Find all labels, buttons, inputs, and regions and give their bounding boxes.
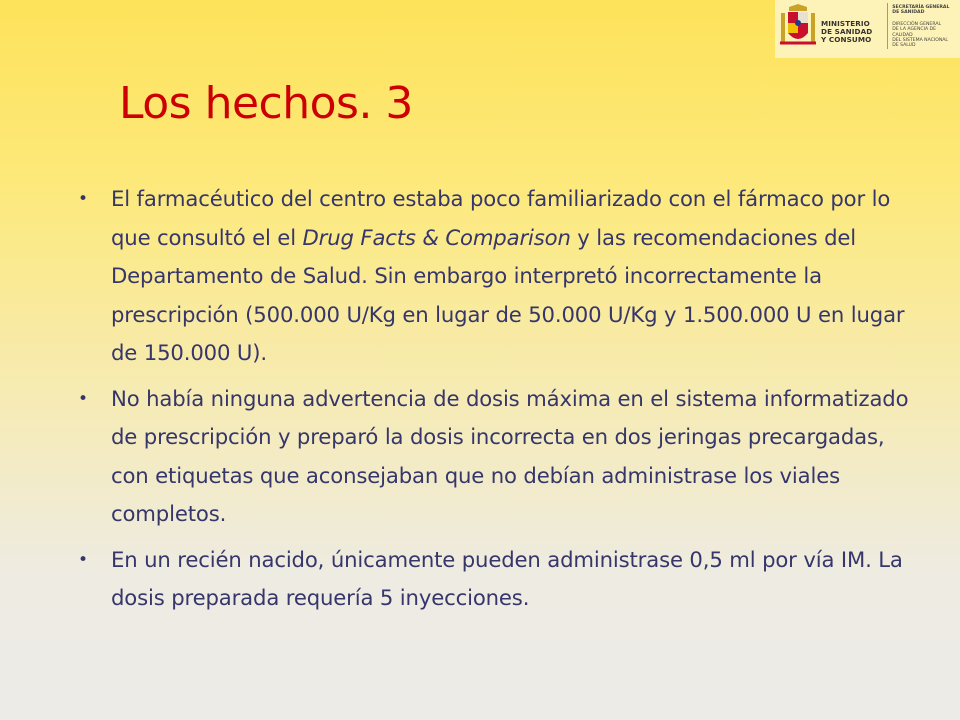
ministry-line: Y CONSUMO xyxy=(821,35,872,44)
direccion-label xyxy=(892,22,956,49)
department-names xyxy=(887,3,956,49)
ministry-line: MINISTERIO xyxy=(821,19,870,28)
dir-line: DE SALUD xyxy=(892,43,916,49)
ministry-line: DE SANIDAD xyxy=(821,27,873,36)
bullet-list xyxy=(72,180,912,625)
dir-line: DIRECCIÓN GENERAL xyxy=(892,21,942,27)
bullet-icon: • xyxy=(78,388,88,409)
slide-title: Los hechos. 3 xyxy=(119,78,413,129)
bullet-text: y las recomendaciones del Departamento de Salud. Sin embargo interpretó incorrectamente la prescripción (500.000 U/Kg en lugar de 50.000 U/Kg y 1.500.000 U en lugar de 150.000 U). xyxy=(111,224,905,365)
dir-line: DE LA AGENCIA DE CALIDAD xyxy=(892,27,936,38)
ministry-name xyxy=(821,20,872,44)
bullet-item xyxy=(72,180,912,373)
ministry-logo xyxy=(775,0,960,58)
dir-line: DEL SISTEMA NACIONAL xyxy=(892,38,948,44)
sec-line: SECRETARÍA GENERAL xyxy=(892,5,950,10)
bullet-item xyxy=(72,541,912,618)
bullet-icon: • xyxy=(78,549,88,570)
publication-title: Drug Facts & Comparison xyxy=(302,224,571,250)
bullet-text: El farmacéutico del centro estaba poco familiarizado con el fármaco por lo que consultó el el xyxy=(111,186,891,250)
bullet-text: En un recién nacido, únicamente pueden administrase 0,5 ml por vía IM. La dosis preparada requería 5 inyecciones. xyxy=(111,546,903,610)
sec-line: DE SANIDAD xyxy=(892,10,925,16)
bullet-text: No había ninguna advertencia de dosis máxima en el sistema informatizado de prescripción y preparó la dosis incorrecta en dos jeringas precargadas, con etiquetas que aconsejaban que no debían administrase los viales completos. xyxy=(111,385,909,526)
secretaria-label xyxy=(892,5,956,16)
bullet-item xyxy=(72,380,912,534)
ministry-emblem-group xyxy=(779,3,885,51)
bullet-icon: • xyxy=(78,189,88,209)
coat-of-arms-icon xyxy=(779,3,817,51)
